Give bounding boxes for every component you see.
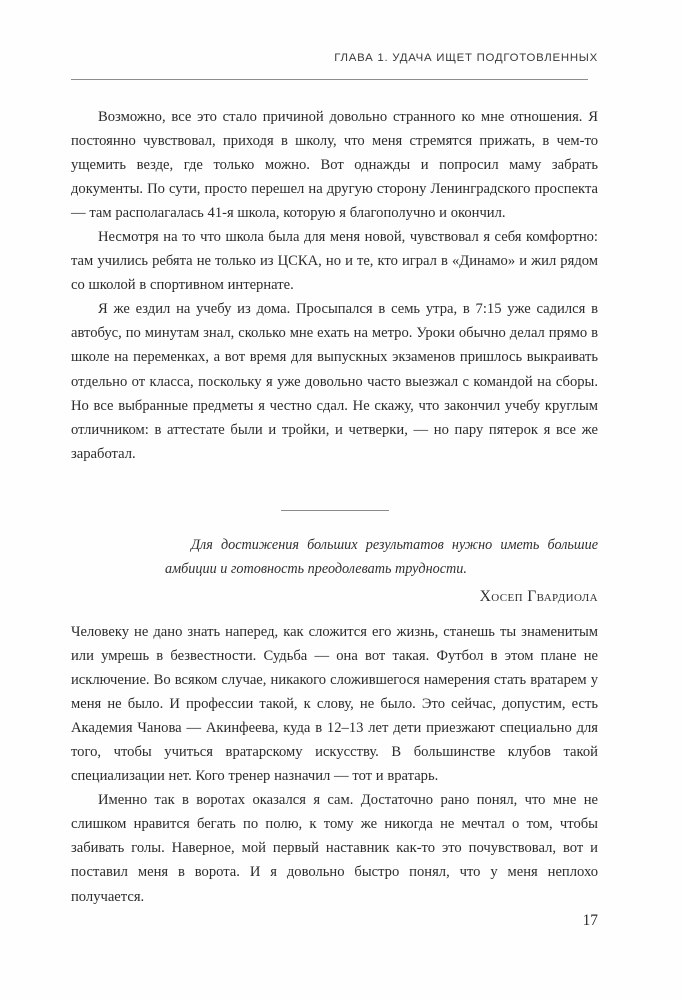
body-text-upper <box>71 105 598 466</box>
header-divider-rule <box>71 79 588 80</box>
body-text-lower <box>71 620 598 909</box>
epigraph-block <box>71 495 598 606</box>
paragraph: Несмотря на то что школа была для меня новой, чувствовал я себя комфортно: там учились ребята не только из ЦСКА, но и те, кто играл в «Динамо» и жил рядом со школой в спортивном интернате. <box>71 229 598 294</box>
page-number: 17 <box>582 912 598 929</box>
running-header <box>71 52 598 64</box>
epigraph-author-name: Хосеп Гвардиола <box>479 588 598 605</box>
running-header-text: ГЛАВА 1. УДАЧА ИЩЕТ ПОДГОТОВЛЕННЫХ <box>334 52 598 64</box>
paragraph: Я же ездил на учебу из дома. Просыпался в семь утра, в 7:15 уже садился в автобус, по минутам знал, сколько мне ехать на метро. Уроки обычно делал прямо в школе на переменках, а вот время для выпускных экзаменов пришлось выкраивать отдельно от класса, поскольку я уже довольно часто выезжал с командой на сборы. Но все выбранные предметы я честно сдал. Не скажу, что закончил учебу круглым отличником: в аттестате были и тройки, и четверки, — но пару пятерок я все же заработал. <box>71 301 598 462</box>
paragraph: Человеку не дано знать наперед, как сложится его жизнь, станешь ты знаменитым или умрешь в безвестности. Судьба — она вот такая. Футбол в этом плане не исключение. Во всяком случае, никакого сложившегося намерения стать вратарем у меня не было. И профессии такой, к слову, не было. Это сейчас, допустим, есть Академия Чанова — Акинфеева, куда в 12–13 лет дети приезжают специально для того, чтобы учиться вратарскому искусству. В большинстве клубов такой специализации нет. Кого тренер назначил — тот и вратарь. <box>71 624 598 785</box>
epigraph-divider-rule <box>281 510 389 511</box>
paragraph: Возможно, все это стало причиной довольно странного ко мне отношения. Я постоянно чувствовал, приходя в школу, что меня стремятся прижать, в чем-то ущемить везде, где только можно. Вот однажды и попросил маму забрать документы. По сути, просто перешел на другую сторону Ленинградского проспекта — там располагалась 41-я школа, которую я благополучно и окончил. <box>71 109 598 222</box>
paragraph: Именно так в воротах оказался я сам. Достаточно рано понял, что мне не слишком нравится бегать по полю, к тому же никогда не мечтал о том, чтобы забивать голы. Наверное, мой первый наставник как-то это почувствовал, вот и поставил меня в ворота. И я довольно быстро понял, что у меня неплохо получается. <box>71 792 598 905</box>
epigraph-attribution <box>71 588 598 606</box>
epigraph-text: Для достижения больших результатов нужно иметь большие амбиции и готовность преодолевать трудности. <box>165 537 598 577</box>
